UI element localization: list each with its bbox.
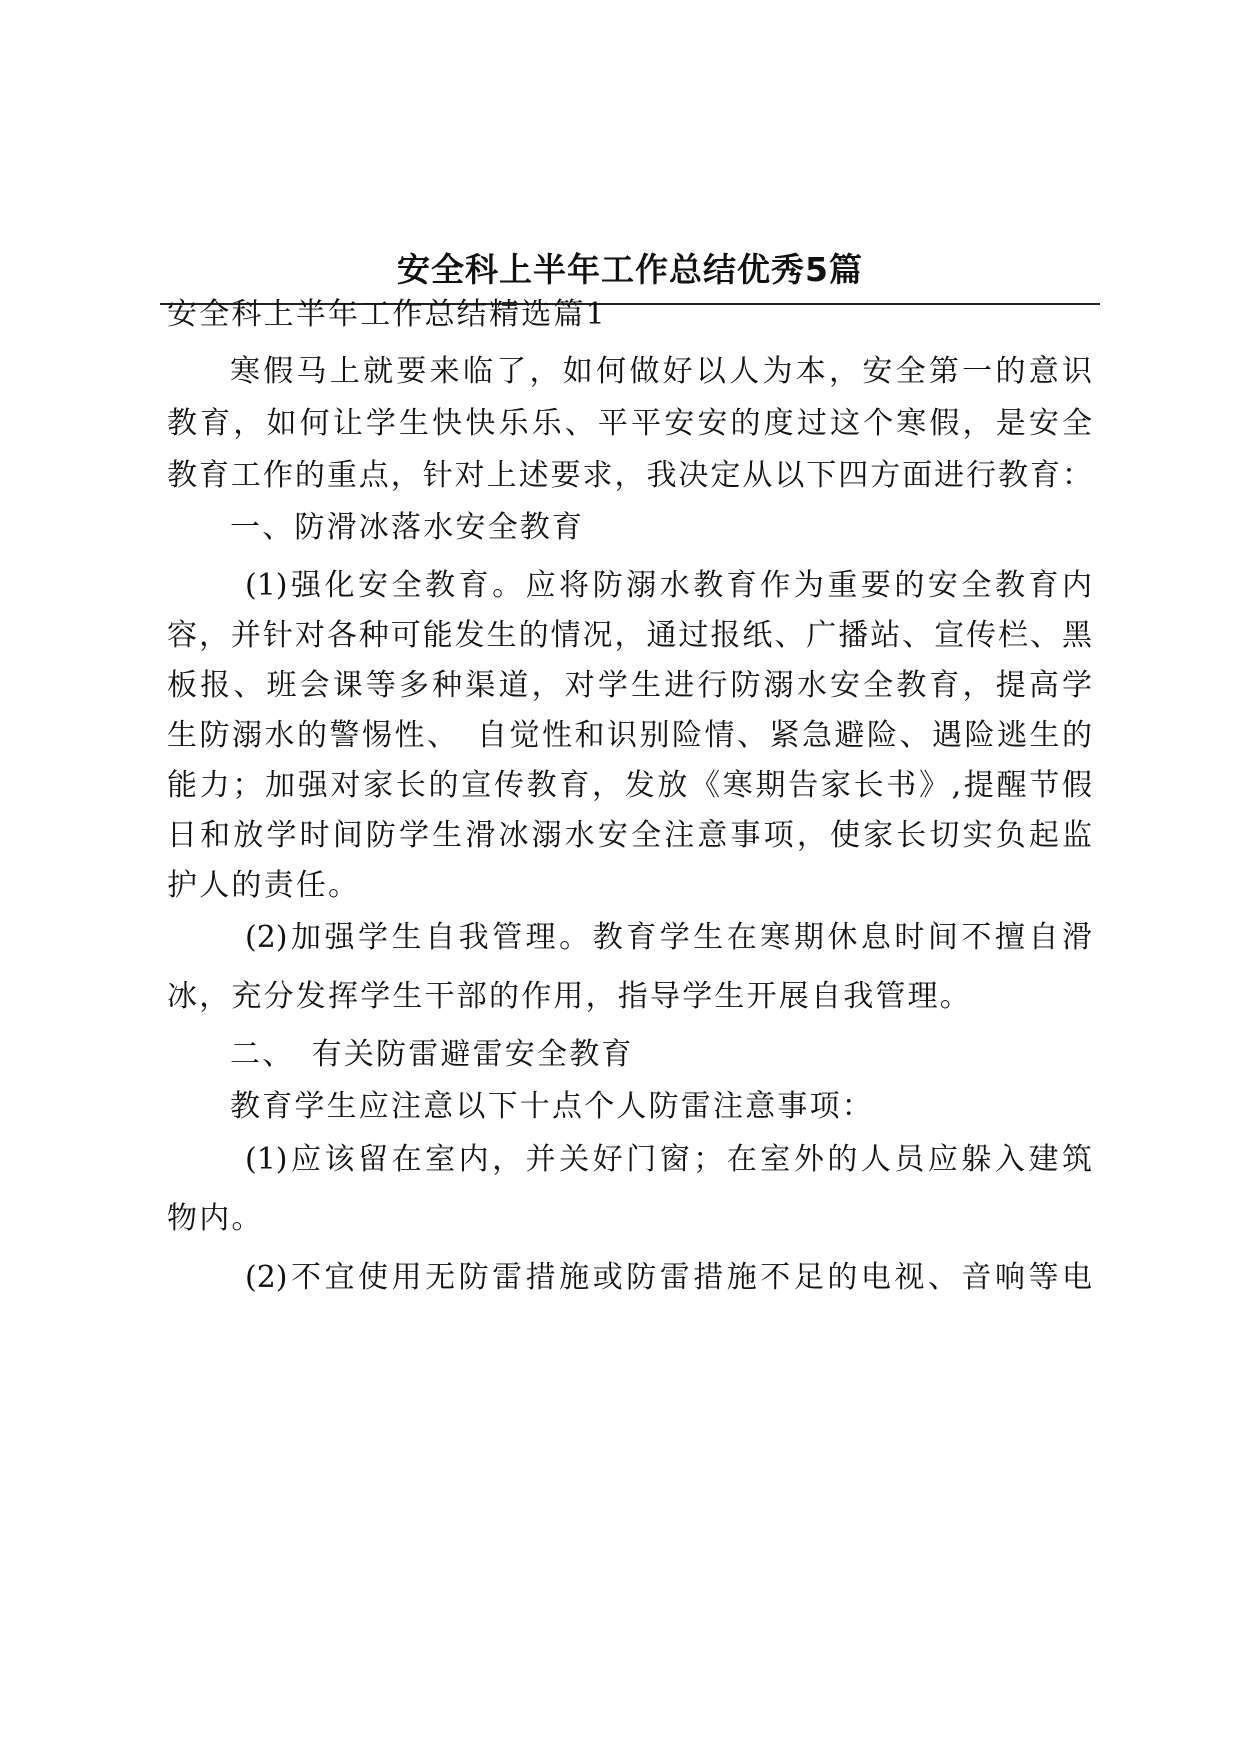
paragraph-line: 寒假马上就要来临了，如何做好以人为本，安全第一的意识 <box>230 354 1092 389</box>
section-heading: 安全科上半年工作总结精选篇1 <box>167 297 607 332</box>
paragraph-line: 教育学生应注意以下十点个人防雷注意事项： <box>230 1089 874 1124</box>
subsection-heading: 一、防滑冰落水安全教育 <box>230 510 585 545</box>
paragraph-line: (1)强化安全教育。应将防溺水教育作为重要的安全教育内 <box>245 568 1092 603</box>
paragraph-line: 教育工作的重点，针对上述要求，我决定从以下四方面进行教育： <box>167 458 1092 493</box>
paragraph-line: 生防溺水的警惕性、 自觉性和识别险情、紧急避险、遇险逃生的 <box>167 718 1092 753</box>
paragraph-line: (2)加强学生自我管理。教育学生在寒期休息时间不擅自滑 <box>245 920 1092 955</box>
paragraph-line: 护人的责任。 <box>167 868 361 903</box>
paragraph-line: 日和放学时间防学生滑冰溺水安全注意事项，使家长切实负起监 <box>167 818 1092 853</box>
paragraph-line: (2)不宜使用无防雷措施或防雷措施不足的电视、音响等电 <box>245 1260 1092 1295</box>
paragraph-line: (1)应该留在室内，并关好门窗；在室外的人员应躲入建筑 <box>245 1142 1092 1177</box>
paragraph-line: 能力；加强对家长的宣传教育，发放《寒期告家长书》,提醒节假 <box>167 768 1092 803</box>
paragraph-line: 冰，充分发挥学生干部的作用，指导学生开展自我管理。 <box>167 979 972 1014</box>
paragraph-line: 物内。 <box>167 1201 264 1236</box>
paragraph-line: 板报、班会课等多种渠道，对学生进行防溺水安全教育，提高学 <box>167 668 1092 703</box>
document-title: 安全科上半年工作总结优秀5篇 <box>397 250 863 289</box>
paragraph-line: 教育，如何让学生快快乐乐、平平安安的度过这个寒假，是安全 <box>167 406 1092 441</box>
paragraph-line: 容，并针对各种可能发生的情况，通过报纸、广播站、宣传栏、黑 <box>167 618 1092 653</box>
subsection-heading: 二、 有关防雷避雷安全教育 <box>230 1037 634 1072</box>
